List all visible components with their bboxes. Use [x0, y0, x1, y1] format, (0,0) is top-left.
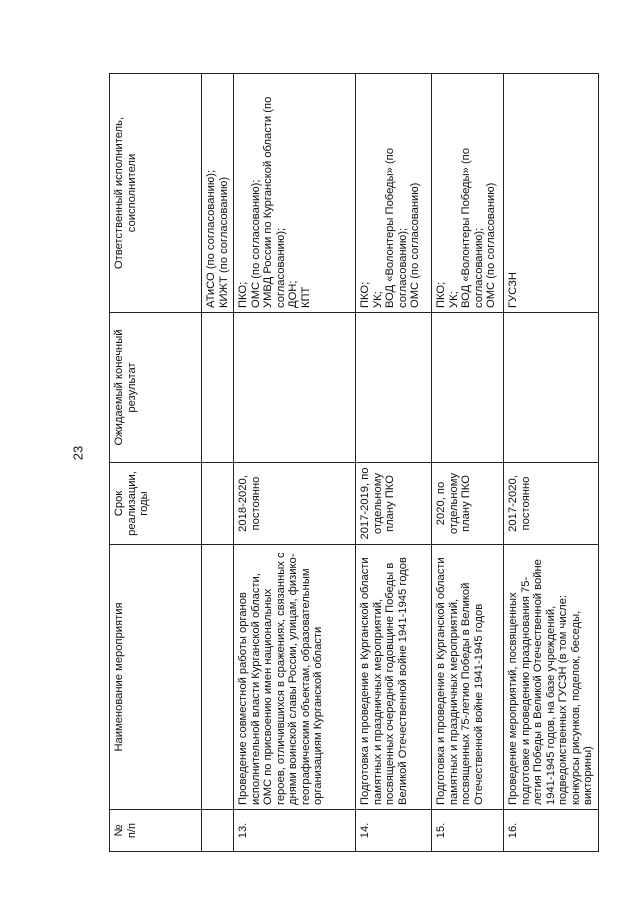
- row-term: 2017-2020, постоянно: [504, 463, 599, 545]
- table-row: [432, 74, 504, 852]
- row-executor: ПКО; ОМС (по согласованию); УМВД России по Курганской области (по согласованию); ДОН; КПТ: [234, 74, 356, 313]
- row-result: [234, 313, 356, 463]
- row-executor: ГУСЗН: [504, 74, 599, 313]
- row-term: 2020, по отдельному плану ПКО: [432, 463, 504, 545]
- continuation-executor-cell: АТиСО (по согласованию); КИЖТ (по согласованию): [202, 74, 234, 313]
- row-executor: ПКО; УК; ВОД «Волонтеры Победы» (по согласованию); ОМС (по согласованию): [356, 74, 432, 313]
- row-number: 15.: [432, 810, 504, 852]
- row-number: 14.: [356, 810, 432, 852]
- row-result: [504, 313, 599, 463]
- row-name: Проведение мероприятий, посвященных подготовке и проведению празднования 75-летия Победы в Великой Отечественной войне 1941-1945 годов, на базе учреждений, подведомственных ГУСЗН (в том числе: конкурсы рисунков, поделок, беседы, викторины): [504, 545, 599, 810]
- table-row: [504, 74, 599, 852]
- row-number: 13.: [234, 810, 356, 852]
- rotated-table-frame: [109, 74, 595, 852]
- rotated-table-container: [109, 74, 595, 852]
- table-row: [234, 74, 356, 852]
- continuation-num-cell: [202, 810, 234, 852]
- row-number: 16.: [504, 810, 599, 852]
- row-name: Проведение совместной работы органов исполнительной власти Курганской области, ОМС по присвоению имен национальных героев, отличившихся в сражениях, связанных с днями воинской славы России, улицам, физико-географическим объектам, образовательным организациям Курганской области: [234, 545, 356, 810]
- row-term: 2017-2019, по отдельному плану ПКО: [356, 463, 432, 545]
- header-executor: Ответственный исполнитель, соисполнители: [110, 74, 202, 313]
- table-row: [356, 74, 432, 852]
- continuation-row: [202, 74, 234, 852]
- row-name: Подготовка и проведение в Курганской области памятных и праздничных мероприятий, посвященных 75-летию Победы в Великой Отечественной войне 1941-1945 годов: [432, 545, 504, 810]
- header-result: Ожидаемый конечный результат: [110, 313, 202, 463]
- continuation-name-cell: [202, 545, 234, 810]
- header-num: № п/п: [110, 810, 202, 852]
- measures-table: [109, 73, 599, 852]
- table-header-row: [110, 74, 202, 852]
- row-result: [432, 313, 504, 463]
- row-name: Подготовка и проведение в Курганской области памятных и праздничных мероприятий, посвященных очередной годовщине Победы в Великой Отечественной войне 1941-1945 годов: [356, 545, 432, 810]
- row-executor: ПКО; УК; ВОД «Волонтеры Победы» (по согласованию); ОМС (по согласованию): [432, 74, 504, 313]
- row-result: [356, 313, 432, 463]
- continuation-term-cell: [202, 463, 234, 545]
- row-term: 2018-2020, постоянно: [234, 463, 356, 545]
- page-number: 23: [70, 445, 86, 461]
- continuation-result-cell: [202, 313, 234, 463]
- header-name: Наименование мероприятия: [110, 545, 202, 810]
- header-term: Срок реализации, годы: [110, 463, 202, 545]
